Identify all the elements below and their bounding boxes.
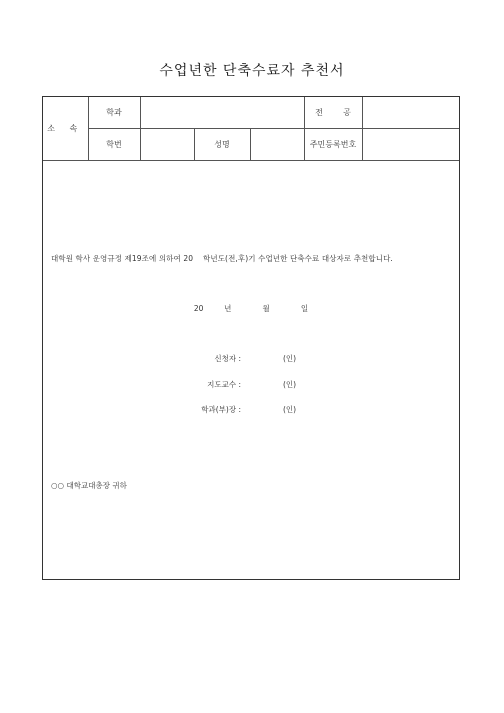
department-field[interactable]	[140, 97, 304, 129]
applicant-seal: (인)	[283, 354, 297, 363]
affiliation-label: 소 속	[43, 97, 88, 161]
addressee-line: ○○ 대학교대총장 귀하	[51, 481, 127, 490]
document-title: 수업년한 단축수료자 추천서	[159, 63, 345, 79]
name-field[interactable]	[250, 129, 304, 161]
name-label: 성명	[194, 129, 250, 161]
date-line: 20 년 월 일	[193, 304, 309, 313]
student-info-table	[43, 97, 459, 161]
major-field[interactable]	[362, 97, 459, 129]
advisor-label: 지도교수 :	[207, 380, 241, 389]
major-label: 전 공	[304, 97, 362, 129]
resident-id-label: 주민등록번호	[304, 129, 362, 161]
applicant-label: 신청자 :	[214, 354, 241, 363]
student-id-label: 학번	[88, 129, 140, 161]
chair-label: 학과(부)장 :	[201, 405, 241, 414]
student-id-field[interactable]	[140, 129, 194, 161]
advisor-seal: (인)	[283, 380, 297, 389]
chair-seal: (인)	[283, 405, 297, 414]
department-label: 학과	[88, 97, 140, 129]
recommendation-statement: 대학원 학사 운영규정 제19조에 의하여 20 학년도(전,후)기 수업년한 단축수료 대상자로 추천합니다.	[51, 254, 393, 263]
form-frame	[42, 96, 460, 580]
resident-id-field[interactable]	[362, 129, 459, 161]
